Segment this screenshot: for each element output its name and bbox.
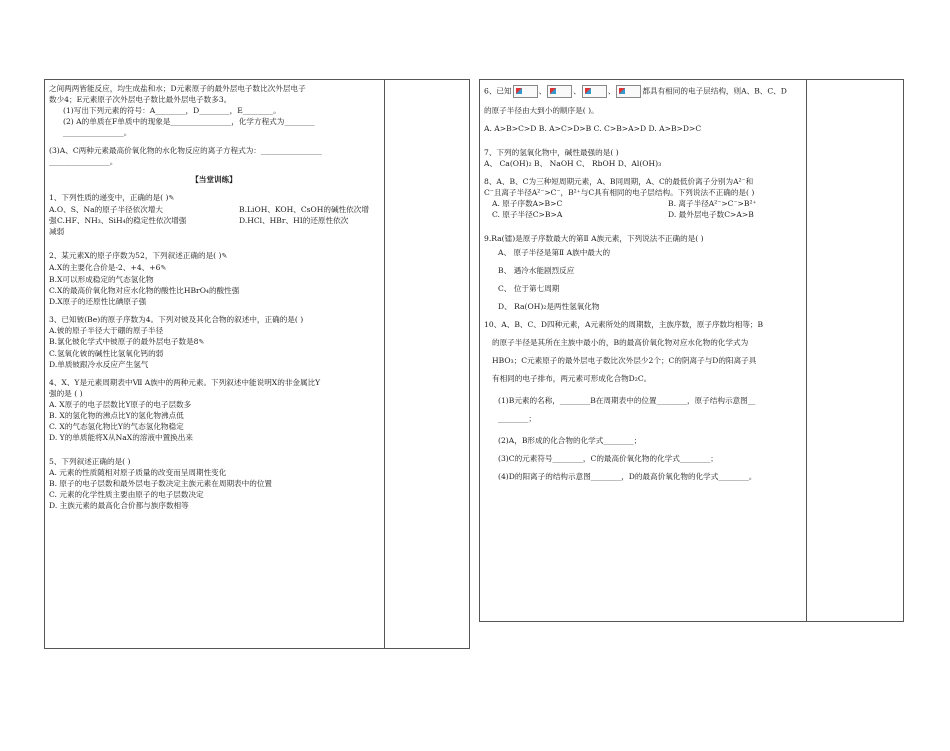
q1-option-c: C.HF、NH₃、SiH₄的稳定性依次增强 xyxy=(57,216,187,225)
q10-line-3: HBO₃；C元素原子的最外层电子数比次外层少2个；C的阴离子与D的阳离子具 xyxy=(492,356,757,365)
pen-icon: ✎ xyxy=(168,194,175,202)
right-worksheet-panel xyxy=(479,79,904,622)
q6-options: A. A>B>C>D B. A>C>D>B C. C>B>A>D D. A>B>D>C xyxy=(484,124,702,133)
sub-question-2-cont: ________________。 xyxy=(63,128,132,137)
sub-question-3-cont: ________________。 xyxy=(49,157,118,166)
left-content xyxy=(49,83,379,511)
q3-option-d: D.单质铍跟冷水反应产生氢气 xyxy=(49,360,149,369)
q7-stem: 7、下列的氢氧化物中，碱性最强的是( ) xyxy=(484,148,619,157)
q8-stem-cont: C⁻且离子半径A²⁻>C⁻，B²⁺与C具有相同的电子层结构。下列说法不正确的是( ) xyxy=(484,188,755,197)
q10-line-4: 有相同的电子排布，两元素可形成化合物D₂C。 xyxy=(492,374,652,383)
q4-option-c: C. X的气态氢化物比Y的气态氢化物稳定 xyxy=(49,422,184,431)
q1-option-a: A.O、S、Na的原子半径依次增大 xyxy=(49,205,164,214)
q2-option-b: B.X可以形成稳定的气态氢化物 xyxy=(49,275,154,284)
q8-row-ab xyxy=(484,198,804,209)
pen-icon: ✎ xyxy=(221,252,228,260)
q8-option-c: C. 原子半径C>B>A xyxy=(492,210,563,219)
right-column-divider xyxy=(806,80,807,621)
q6-stem-cont: 的原子半径由大到小的顺序是( )。 xyxy=(484,106,599,115)
q3-option-b: B.氯化铍化学式中铍原子的最外层电子数是8✎ xyxy=(49,337,205,346)
q3-option-a: A.铍的原子半径大于硼的原子半径 xyxy=(49,326,164,335)
sub-question-1: (1)写出下列元素的符号：A________，D________，E________。 xyxy=(63,106,281,115)
q1-stem: 1、下列性质的递变中，正确的是( )✎ xyxy=(49,193,175,202)
q8-stem: 8、A、B、C为三种短周期元素，A、B同周期，A、C的最低价离子分别为A²⁻和 xyxy=(484,177,754,186)
ion-b-image xyxy=(547,85,572,98)
q10-sub-1-cont: ________； xyxy=(498,414,536,423)
q1-row-cd xyxy=(49,215,379,226)
q9-option-b: B、 遇冷水能剧烈反应 xyxy=(498,266,575,275)
q8-row-cd xyxy=(484,209,804,220)
ion-d-image xyxy=(616,85,641,98)
q9-options xyxy=(484,244,804,316)
q10-line-2: 的原子半径是其所在主族中最小的，B的最高价氧化物对应水化物的化学式为 xyxy=(492,338,749,347)
right-content xyxy=(484,83,804,486)
q1-option-b: B.LiOH、KOH、CsOH的碱性依次增 xyxy=(239,205,369,214)
sub-question-3: (3)A、C两种元素最高价氧化物的水化物反应的离子方程式为：________________ xyxy=(49,146,322,155)
q4-stem: 4、X、Y是元素周期表中Ⅶ A族中的两种元素。下列叙述中能说明X的非金属比Y xyxy=(49,378,321,387)
intro-line-1: 之间两两皆能反应，均生成盐和水；D元素原子的最外层电子数比次外层电子 xyxy=(49,84,306,93)
q1-option-d: D.HCl、HBr、HI的还原性依次 xyxy=(239,216,349,225)
q5-option-b: B. 原子的电子层数和最外层电子数决定主族元素在周期表中的位置 xyxy=(49,479,273,488)
q9-option-a: A、 原子半径是第Ⅱ A族中最大的 xyxy=(498,248,611,257)
q9-option-d: D、 Ra(OH)₂是两性氢氧化物 xyxy=(498,302,600,311)
q10-sub-1: (1)B元素的名称，________B在周期表中的位置________，原子结构示意图__ xyxy=(498,396,756,405)
section-title: 【当堂训练】 xyxy=(191,175,237,184)
q2-option-a: A.X的主要化合价是-2、+4、+6✎ xyxy=(49,263,167,272)
q8-option-d: D. 最外层电子数C>A>B xyxy=(668,210,754,219)
q9-stem: 9.Ra(镭)是原子序数最大的第Ⅱ A族元素，下列说法不正确的是( ) xyxy=(484,234,704,243)
q9-option-c: C、 位于第七周期 xyxy=(498,284,560,293)
q10-sub-3: (3)C的元素符号________，C的最高价氧化物的化学式________； xyxy=(498,454,718,463)
sub-question-2: (2) A的单质在F单质中的现象是________________，化学方程式为________ xyxy=(63,117,315,126)
q1-option-b-cont: 强 xyxy=(49,216,57,225)
q7-options: A、 Ca(OH)₂ B、 NaOH C、 RbOH D、Al(OH)₃ xyxy=(484,159,662,168)
q10-sub-4: (4)D的阳离子的结构示意图________，D的最高价氧化物的化学式________。 xyxy=(498,472,757,481)
q3-option-c: C.氢氧化铍的碱性比氢氧化钙的弱 xyxy=(49,349,164,358)
q4-option-b: B. X的氢化物的沸点比Y的氢化物沸点低 xyxy=(49,411,184,420)
q5-stem: 5、下列叙述正确的是( ) xyxy=(49,457,131,466)
q5-option-d: D. 主族元素的最高化合价都与族序数相等 xyxy=(49,501,189,510)
q3-stem: 3、已知铍(Be)的原子序数为4。下列对铍及其化合物的叙述中，正确的是( ) xyxy=(49,315,304,324)
left-column-divider xyxy=(384,80,385,648)
pen-icon: ✎ xyxy=(160,264,167,272)
q4-option-d: D. Y的单质能将X从NaX的溶液中置换出来 xyxy=(49,433,193,442)
q1-row-ab xyxy=(49,204,379,215)
q8-option-b: B. 离子半径A²⁻>C⁻>B²⁺ xyxy=(668,199,757,208)
q10-sub-2: (2)A，B形成的化合物的化学式________； xyxy=(498,436,642,445)
q2-option-c: C.X的最高价氧化物对应水化物的酸性比HBrO₄的酸性强 xyxy=(49,286,240,295)
q4-stem-cont: 强的是 ( ) xyxy=(49,389,83,398)
ion-a-image xyxy=(513,85,538,98)
q5-option-c: C. 元素的化学性质主要由原子的电子层数决定 xyxy=(49,490,204,499)
left-worksheet-panel xyxy=(44,79,470,649)
q2-option-d: D.X原子的还原性比碘原子强 xyxy=(49,297,147,306)
q5-option-a: A. 元素的性质随相对原子质量的改变而呈周期性变化 xyxy=(49,468,227,477)
q10-line-1: 10、A、B、C、D四种元素，A元素所处的周期数，主族序数，原子序数均相等；B xyxy=(484,320,764,329)
q6-stem: 6、已知 、 、 、 都具有相同的电子层结构，则A、B、C、D xyxy=(484,85,804,98)
q8-option-a: A. 原子序数A>B>C xyxy=(492,199,563,208)
ion-c-image xyxy=(582,85,607,98)
q4-option-a: A. X原子的电子层数比Y原子的电子层数多 xyxy=(49,400,192,409)
intro-line-2: 数少4；E元素原子次外层电子数比最外层电子数多3。 xyxy=(49,95,232,104)
pen-icon: ✎ xyxy=(198,338,205,346)
q10-block xyxy=(484,316,804,486)
q2-stem: 2、某元素X的原子序数为52，下列叙述正确的是( )✎ xyxy=(49,251,228,260)
q1-option-d-cont: 减弱 xyxy=(49,227,65,236)
